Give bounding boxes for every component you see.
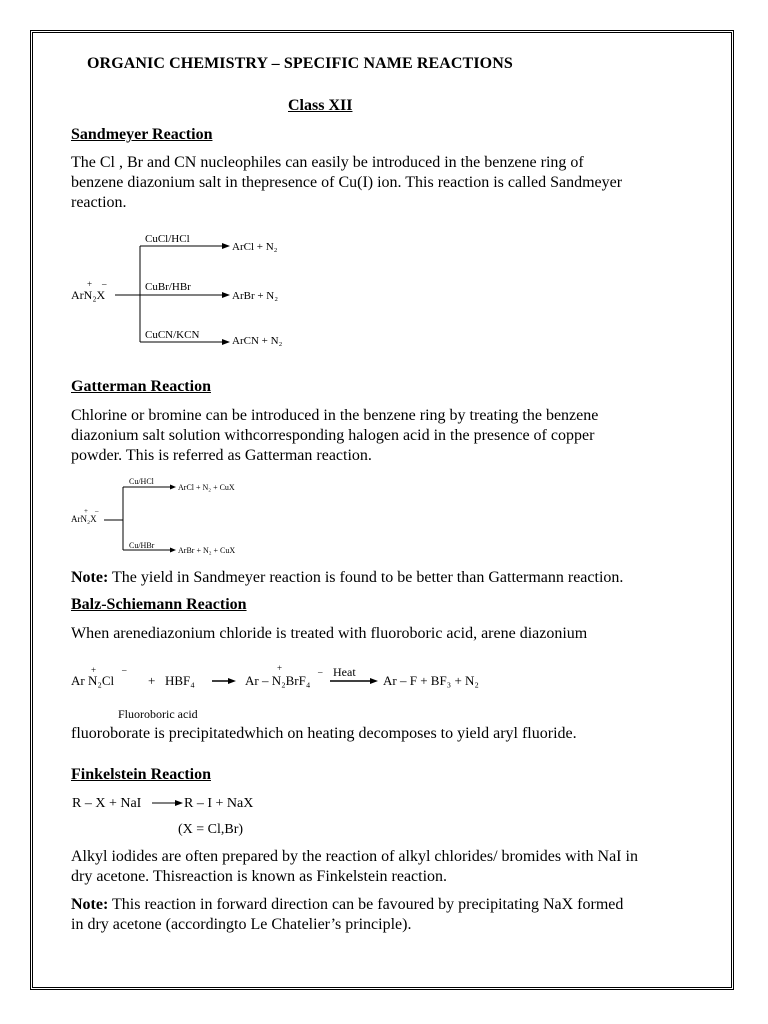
sandmeyer-heading: Sandmeyer Reaction bbox=[71, 126, 213, 143]
balz-reactant-1: Ar N₂Cl bbox=[71, 673, 115, 688]
sandmeyer-reagent-2: CuBr/HBr bbox=[145, 281, 191, 293]
gatterman-reagent-1: Cu/HCl bbox=[129, 477, 154, 486]
finkelstein-note bbox=[71, 895, 731, 935]
gatterman-note-label: Note: bbox=[71, 569, 109, 586]
balz-condition: Heat bbox=[333, 665, 356, 679]
balz-reactant-1-minus: – bbox=[122, 665, 127, 675]
finkelstein-condition: (X = Cl,Br) bbox=[178, 822, 244, 837]
balz-products: Ar – F + BF₃ + N₂ bbox=[383, 673, 479, 688]
gatterman-reactant-minus: – bbox=[95, 507, 99, 515]
finkelstein-note-label: Note: bbox=[71, 896, 109, 913]
finkelstein-eq-left: R – X + NaI bbox=[72, 796, 142, 811]
balz-line-1: When arenediazonium chloride is treated with fluoroboric acid, arene diazonium bbox=[71, 625, 588, 642]
sandmeyer-product-1: ArCl + N₂ bbox=[232, 241, 278, 253]
finkelstein-eq-right: R – I + NaX bbox=[184, 796, 254, 811]
finkelstein-paragraph bbox=[71, 847, 731, 887]
gatterman-line-3: powder. This is referred as Gatterman reaction. bbox=[71, 447, 372, 464]
gatterman-reagent-2: Cu/HBr bbox=[129, 541, 155, 550]
page-title: ORGANIC CHEMISTRY – SPECIFIC NAME REACTIONS bbox=[87, 55, 513, 72]
balz-reactant-1-plus: + bbox=[91, 665, 97, 675]
gatterman-reactant: ArN₂X bbox=[71, 514, 97, 524]
sandmeyer-line-1: The Cl , Br and CN nucleophiles can easily be introduced in the benzene ring of bbox=[71, 154, 584, 171]
finkelstein-arrowhead bbox=[175, 800, 183, 806]
sandmeyer-product-2: ArBr + N₂ bbox=[232, 290, 279, 302]
sandmeyer-line-3: reaction. bbox=[71, 194, 127, 211]
sandmeyer-reactant-minus: – bbox=[102, 279, 107, 289]
finkelstein-line-1: Alkyl iodides are often prepared by the reaction of alkyl chlorides/ bromides with NaI in bbox=[71, 848, 638, 865]
sandmeyer-reagent-3: CuCN/KCN bbox=[145, 329, 200, 341]
finkelstein-line-2: dry acetone. Thisreaction is known as Finkelstein reaction. bbox=[71, 868, 448, 885]
gatterman-reactant-plus: + bbox=[84, 507, 88, 515]
balz-line-2: fluoroborate is precipitatedwhich on heating decomposes to yield aryl fluoride. bbox=[71, 725, 577, 742]
sandmeyer-reagent-1: CuCl/HCl bbox=[145, 233, 190, 245]
gatterman-note-text: The yield in Sandmeyer reaction is found to be better than Gattermann reaction. bbox=[108, 569, 624, 586]
finkelstein-note-line-1 bbox=[71, 895, 731, 915]
finkelstein-heading: Finkelstein Reaction bbox=[71, 766, 211, 783]
balz-reactant-2: HBF₄ bbox=[165, 673, 195, 688]
gatterman-product-1: ArCl + N₂ + CuX bbox=[178, 483, 235, 492]
balz-intermediate: Ar – N₂BrF₄ bbox=[245, 673, 311, 688]
sandmeyer-reactant-plus: + bbox=[87, 279, 93, 289]
balz-plus-sign: + bbox=[148, 673, 156, 688]
balz-caption: Fluoroboric acid bbox=[118, 707, 198, 721]
gatterman-product-2: ArBr + N₂ + CuX bbox=[178, 546, 236, 555]
balz-intermediate-minus: – bbox=[318, 667, 323, 677]
sandmeyer-product-3: ArCN + N₂ bbox=[232, 335, 283, 347]
class-label: Class XII bbox=[288, 97, 353, 114]
balz-intermediate-plus: + bbox=[277, 663, 283, 673]
sandmeyer-line-2: benzene diazonium salt in thepresence of Cu(I) ion. This reaction is called Sandmeyer bbox=[71, 174, 623, 191]
finkelstein-note-line-2: in dry acetone (accordingto Le Chatelier’s principle). bbox=[71, 916, 412, 933]
finkelstein-note-text-1: This reaction in forward direction can be favoured by precipitating NaX formed bbox=[108, 896, 624, 913]
gatterman-line-1: Chlorine or bromine can be introduced in the benzene ring by treating the benzene bbox=[71, 407, 599, 424]
gatterman-line-2: diazonium salt solution withcorresponding halogen acid in the presence of copper bbox=[71, 427, 595, 444]
gatterman-heading: Gatterman Reaction bbox=[71, 378, 211, 395]
balz-heading: Balz-Schiemann Reaction bbox=[71, 596, 247, 613]
sandmeyer-reactant: ArN₂X bbox=[71, 288, 106, 302]
